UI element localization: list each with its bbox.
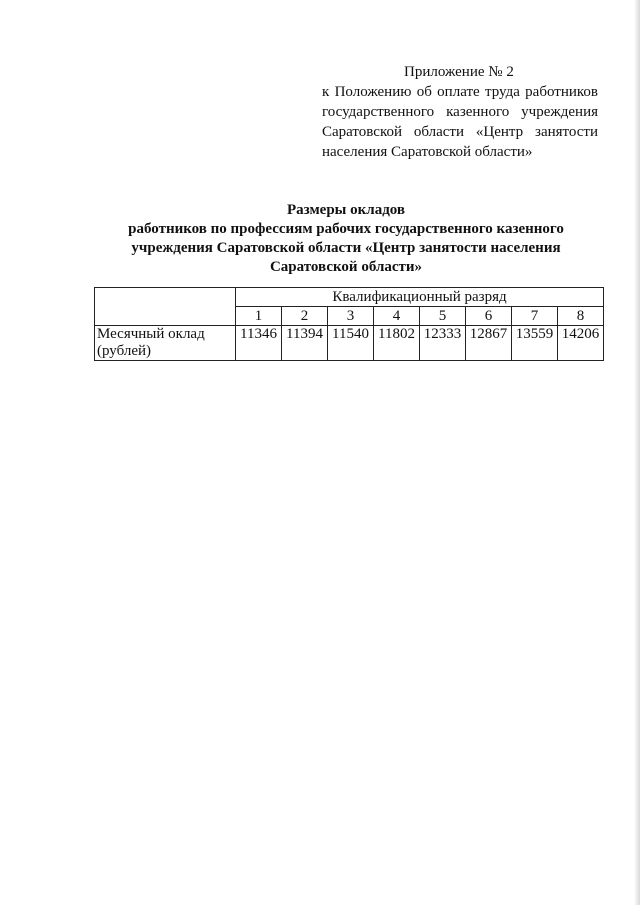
appendix-number: Приложение № 2 [404,64,514,80]
salary-value-cell: 14206 [558,326,604,361]
appendix-block [322,62,598,162]
salary-value-cell: 11346 [236,326,282,361]
grade-cell: 6 [466,307,512,326]
heading-line-3: учреждения Саратовской области «Центр занятости населения [131,240,561,256]
heading-line-4: Саратовской области» [269,259,423,275]
appendix-line-2: государственного казенного учреждения [322,104,598,120]
table-row [95,326,604,361]
empty-corner-cell [95,288,236,326]
heading-line-1: Размеры окладов [286,202,406,218]
grade-cell: 2 [282,307,328,326]
salary-value-cell: 11540 [328,326,374,361]
appendix-line-1: к Положению об оплате труда работников [322,84,598,100]
salary-value-cell: 13559 [512,326,558,361]
appendix-line-3: Саратовской области «Центр занятости [322,124,598,140]
table-header-row [95,288,604,307]
salary-value-cell: 11802 [374,326,420,361]
grade-cell: 5 [420,307,466,326]
grade-cell: 3 [328,307,374,326]
salary-value-cell: 12867 [466,326,512,361]
grade-cell: 4 [374,307,420,326]
salary-table [94,287,604,361]
qualification-grade-header: Квалификационный разряд [236,288,604,307]
row-label-line-1: Месячный оклад [97,326,205,342]
grade-cell: 7 [512,307,558,326]
heading-line-2: работников по профессиям рабочих государственного казенного [128,221,564,237]
document-heading [100,201,592,277]
salary-value-cell: 11394 [282,326,328,361]
salary-value-cell: 12333 [420,326,466,361]
row-label-line-2: (рублей) [97,343,152,359]
monthly-salary-label [95,326,236,361]
page-edge [634,0,640,905]
grade-cell: 1 [236,307,282,326]
grade-cell: 8 [558,307,604,326]
appendix-line-4: населения Саратовской области» [322,144,533,160]
